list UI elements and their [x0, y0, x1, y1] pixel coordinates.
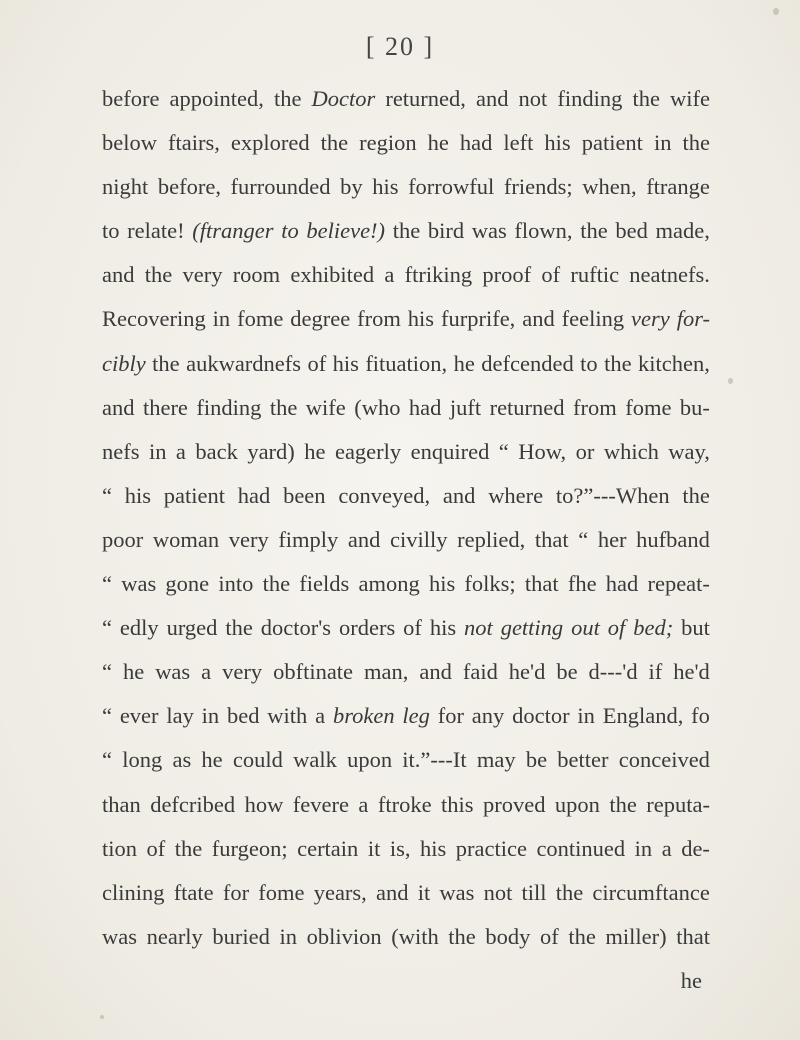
text-line: [102, 253, 710, 297]
word: the: [682, 130, 710, 156]
word: ftroke: [377, 791, 432, 817]
word: the: [320, 130, 349, 156]
word: room: [232, 262, 281, 288]
word: her: [597, 526, 627, 552]
word: in: [577, 703, 595, 729]
word: not: [483, 879, 513, 905]
word: “: [498, 438, 509, 464]
word: de-: [681, 835, 710, 861]
word: replied,: [457, 526, 526, 552]
word: “: [102, 659, 112, 685]
word: finding: [557, 86, 623, 111]
word: edly: [119, 615, 159, 641]
text-line: [102, 430, 710, 474]
word: is,: [389, 835, 411, 861]
word: How,: [518, 438, 567, 464]
word: (ftranger: [192, 218, 274, 244]
word: of: [607, 615, 626, 641]
word: nearly: [146, 923, 203, 949]
word: any: [471, 703, 505, 729]
word: in: [201, 703, 220, 729]
word: miller): [605, 923, 667, 949]
word: his: [419, 835, 447, 861]
word: fhe: [567, 571, 597, 597]
word: been: [283, 482, 326, 508]
word: defcended: [481, 350, 574, 376]
word: neatnefs.: [629, 262, 710, 288]
word: ruftic: [570, 262, 620, 288]
word: to?”---When: [555, 482, 670, 508]
word: fields: [299, 571, 350, 597]
word: to: [281, 218, 299, 244]
word: civilly: [390, 526, 448, 552]
word: fevere: [292, 791, 349, 817]
word: fome: [625, 394, 672, 420]
word: that: [676, 923, 710, 949]
word: night: [102, 174, 149, 200]
word: exhibited: [290, 262, 375, 288]
word: gone: [165, 571, 210, 597]
word: was: [155, 659, 191, 685]
word: “: [102, 615, 112, 641]
word: proof: [482, 262, 532, 288]
word: Doctor: [311, 86, 376, 111]
word: region: [359, 130, 417, 156]
word: doctor's: [260, 615, 332, 641]
word: nefs: [102, 438, 140, 464]
word: getting: [500, 615, 564, 641]
text-line: [102, 165, 710, 209]
word: the: [392, 218, 421, 244]
text-line: [102, 386, 710, 430]
word: it: [367, 835, 381, 861]
word: furgeon;: [211, 835, 288, 861]
text-line: [102, 827, 710, 871]
word: “: [102, 571, 112, 597]
catchword-text: he: [680, 967, 702, 993]
word: explored: [230, 130, 310, 156]
text-line: [102, 783, 710, 827]
word: the: [555, 879, 584, 905]
word: a: [315, 703, 326, 729]
word: wife: [670, 86, 710, 111]
text-line: [102, 209, 710, 253]
word: fome: [258, 879, 305, 905]
word: eagerly: [334, 438, 402, 464]
word: could: [232, 747, 283, 773]
word: left: [503, 130, 534, 156]
word: enquired: [410, 438, 490, 464]
word: (with: [391, 923, 439, 949]
text-line: [102, 871, 710, 915]
word: had: [459, 130, 493, 156]
word: Recovering: [102, 306, 206, 332]
text-line: [102, 297, 710, 341]
word: very: [631, 306, 670, 332]
word: with: [267, 703, 308, 729]
word: feeling: [561, 306, 625, 332]
word: and: [376, 879, 409, 905]
word: man,: [364, 659, 409, 685]
word: and: [102, 394, 135, 420]
word: bed: [615, 218, 648, 244]
word: his: [332, 350, 359, 376]
word: before,: [157, 174, 221, 200]
word: the: [604, 350, 632, 376]
word: “: [102, 747, 112, 773]
word: he: [304, 438, 326, 464]
word: not: [464, 615, 493, 641]
word: in: [212, 306, 231, 332]
word: among: [358, 571, 420, 597]
word: conveyed,: [338, 482, 431, 508]
word: of: [307, 350, 327, 376]
word: and: [442, 482, 476, 508]
word: the: [682, 482, 710, 508]
word: as: [172, 747, 192, 773]
word: in: [279, 923, 297, 949]
word: repeat-: [647, 571, 710, 597]
word: into: [218, 571, 254, 597]
word: out: [571, 615, 600, 641]
word: how: [244, 791, 284, 817]
word: a: [358, 791, 369, 817]
word: certain: [297, 835, 359, 861]
word: body: [485, 923, 531, 949]
word: proved: [482, 791, 546, 817]
word: he: [427, 130, 449, 156]
word: walk: [293, 747, 337, 773]
word: his: [124, 482, 152, 508]
word: wife: [305, 394, 346, 420]
word: faid: [462, 659, 498, 685]
word: and: [419, 659, 452, 685]
word: was: [439, 879, 475, 905]
word: returned: [489, 394, 565, 420]
word: urged: [166, 615, 218, 641]
word: believe!): [306, 218, 386, 244]
word: the: [580, 218, 608, 244]
word: defcribed: [150, 791, 236, 817]
word: fo: [691, 703, 710, 729]
word: it.”---It: [402, 747, 467, 773]
word: his: [407, 306, 435, 332]
word: ever: [119, 703, 159, 729]
word: furrounded: [230, 174, 331, 200]
word: till: [521, 879, 547, 905]
text-line: [102, 738, 710, 782]
word: the: [174, 835, 203, 861]
word: than: [102, 791, 141, 817]
foxing-spot: [773, 8, 779, 15]
word: of: [146, 835, 166, 861]
word: (who: [354, 394, 401, 420]
word: had: [237, 482, 271, 508]
word: fituation,: [365, 350, 448, 376]
catchword: [102, 959, 710, 1003]
word: a: [175, 438, 186, 464]
word: where: [488, 482, 544, 508]
word: the: [609, 791, 637, 817]
word: from: [573, 394, 617, 420]
word: the: [269, 394, 298, 420]
word: was: [471, 218, 507, 244]
word: before: [102, 86, 160, 111]
word: he'd: [508, 659, 546, 685]
text-line: [102, 77, 710, 121]
word: woman: [152, 526, 220, 552]
foxing-spot: [728, 378, 733, 384]
word: it: [417, 879, 431, 905]
text-line: [102, 342, 710, 386]
word: a: [384, 262, 395, 288]
word: his: [372, 174, 399, 200]
word: but: [681, 615, 710, 641]
word: aukwardnefs: [186, 350, 302, 376]
word: the: [262, 571, 291, 597]
word: by: [340, 174, 363, 200]
word: upon: [554, 791, 600, 817]
word: oblivion: [306, 923, 382, 949]
word: lay: [166, 703, 194, 729]
word: his: [428, 571, 456, 597]
word: folks;: [464, 571, 516, 597]
word: patient: [581, 130, 643, 156]
word: appointed,: [169, 86, 264, 111]
word: he: [453, 350, 475, 376]
word: the: [273, 86, 302, 111]
word: in: [634, 835, 653, 861]
word: when,: [582, 174, 637, 200]
page-number: [ 20 ]: [365, 32, 435, 61]
word: his: [429, 615, 457, 641]
word: kitchen,: [638, 350, 710, 376]
word: ftairs,: [168, 130, 220, 156]
word: made,: [655, 218, 710, 244]
word: cibly: [102, 350, 146, 376]
word: had: [408, 394, 442, 420]
word: bu-: [679, 394, 710, 420]
word: he'd: [673, 659, 710, 685]
word: continued: [536, 835, 626, 861]
word: below: [102, 130, 157, 156]
word: tion: [102, 835, 138, 861]
word: had: [605, 571, 639, 597]
word: and: [347, 526, 381, 552]
word: yard): [247, 438, 295, 464]
word: of: [403, 615, 422, 641]
word: for-: [676, 306, 710, 332]
word: upon: [347, 747, 393, 773]
text-line: [102, 518, 710, 562]
word: the: [225, 615, 253, 641]
word: a: [661, 835, 672, 861]
text-line: [102, 121, 710, 165]
word: very: [182, 262, 223, 288]
word: fimply: [278, 526, 339, 552]
word: hufband: [636, 526, 710, 552]
word: to: [102, 218, 120, 244]
word: and: [102, 262, 135, 288]
foxing-spot: [100, 1015, 104, 1019]
word: circumftance: [592, 879, 710, 905]
word: friends;: [503, 174, 573, 200]
word: “: [102, 703, 112, 729]
word: England,: [602, 703, 684, 729]
word: which: [603, 438, 659, 464]
word: be: [525, 747, 548, 773]
body-text: [102, 77, 710, 1003]
word: “: [102, 482, 112, 508]
word: “: [578, 526, 589, 552]
word: to: [580, 350, 598, 376]
word: fome: [237, 306, 284, 332]
word: and: [522, 306, 555, 332]
word: buried: [212, 923, 270, 949]
word: very: [228, 526, 269, 552]
word: years,: [313, 879, 367, 905]
word: the: [632, 86, 660, 111]
word: ftate: [173, 879, 214, 905]
word: may: [476, 747, 516, 773]
word: from: [357, 306, 401, 332]
word: the: [152, 350, 180, 376]
word: of: [541, 262, 561, 288]
text-line: [102, 915, 710, 959]
word: d---'d: [588, 659, 638, 685]
text-line: [102, 606, 710, 650]
word: flown,: [514, 218, 573, 244]
word: back: [195, 438, 238, 464]
word: clining: [102, 879, 165, 905]
word: for: [222, 879, 250, 905]
word: forrowful: [408, 174, 495, 200]
text-line: [102, 694, 710, 738]
word: practice: [455, 835, 527, 861]
word: he: [201, 747, 223, 773]
word: doctor: [512, 703, 570, 729]
word: of: [539, 923, 559, 949]
word: poor: [102, 526, 144, 552]
word: was: [102, 923, 137, 949]
word: way,: [668, 438, 710, 464]
word: and: [475, 86, 509, 111]
word: be: [556, 659, 578, 685]
word: the: [448, 923, 476, 949]
word: in: [653, 130, 672, 156]
word: long: [122, 747, 163, 773]
word: returned,: [385, 86, 466, 111]
word: very: [222, 659, 263, 685]
word: finding: [196, 394, 262, 420]
text-line: [102, 562, 710, 606]
word: relate!: [127, 218, 185, 244]
word: that: [534, 526, 569, 552]
word: juft: [449, 394, 482, 420]
word: reputa-: [646, 791, 710, 817]
word: there: [142, 394, 188, 420]
word: he: [122, 659, 145, 685]
word: bed: [226, 703, 260, 729]
word: in: [148, 438, 167, 464]
word: the: [144, 262, 173, 288]
word: obftinate: [273, 659, 354, 685]
word: orders: [338, 615, 396, 641]
word: conceived: [618, 747, 710, 773]
word: broken: [332, 703, 395, 729]
word: that: [524, 571, 559, 597]
word: bed;: [633, 615, 674, 641]
word: was: [121, 571, 157, 597]
word: not: [518, 86, 548, 111]
text-line: [102, 474, 710, 518]
word: ftrange: [646, 174, 710, 200]
word: or: [575, 438, 595, 464]
word: this: [441, 791, 474, 817]
word: his: [544, 130, 571, 156]
word: leg: [402, 703, 430, 729]
word: better: [557, 747, 609, 773]
word: for: [437, 703, 464, 729]
word: patient: [163, 482, 226, 508]
word: bird: [427, 218, 465, 244]
word: furprife,: [440, 306, 516, 332]
word: a: [201, 659, 212, 685]
word: degree: [290, 306, 351, 332]
word: ftriking: [404, 262, 473, 288]
word: the: [568, 923, 596, 949]
text-line: [102, 650, 710, 694]
word: if: [648, 659, 663, 685]
